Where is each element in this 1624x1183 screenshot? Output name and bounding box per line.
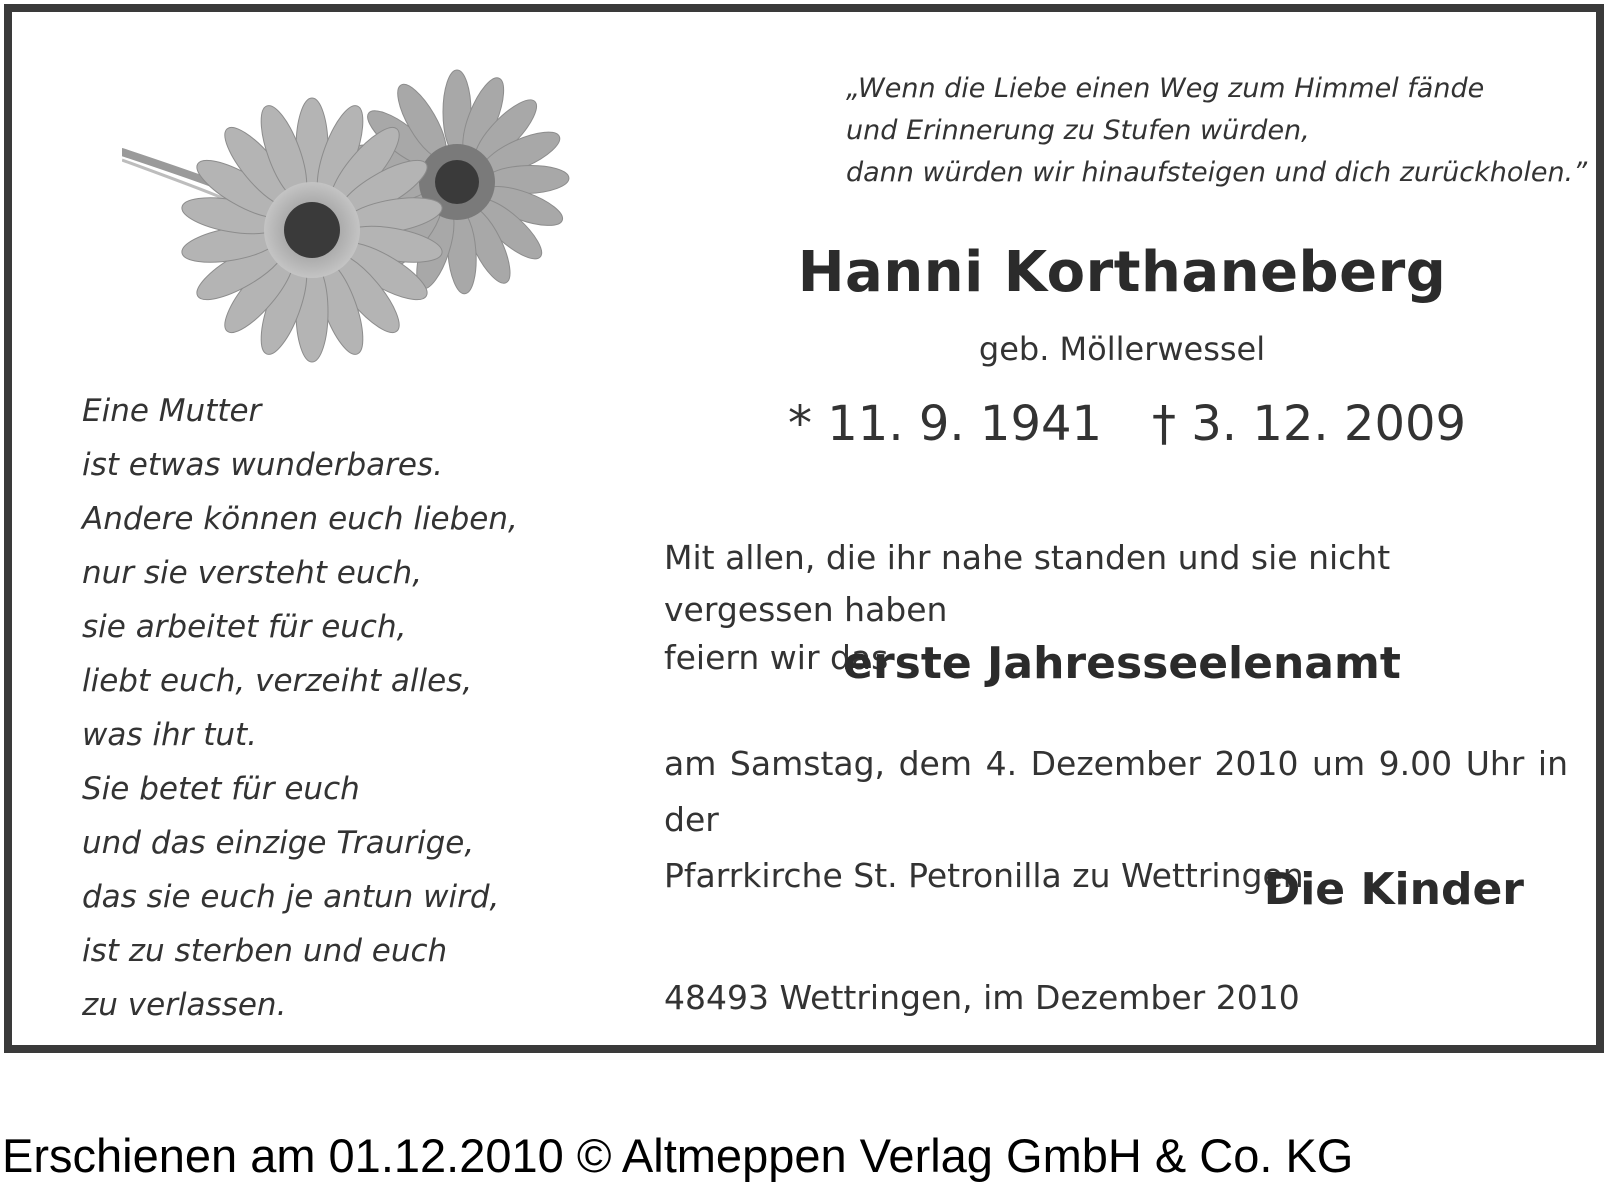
poem-line: zu verlassen. (82, 987, 287, 1023)
poem-line: sie arbeitet für euch, (82, 609, 407, 645)
poem-line: Andere können euch lieben, (82, 501, 518, 537)
poem-line: Eine Mutter (82, 393, 262, 429)
memorial-mass-title: erste Jahresseelenamt (843, 638, 1401, 689)
intro-line: feiern wir das (664, 638, 889, 677)
details-line: Pfarrkirche St. Petronilla zu Wettringen. (664, 856, 1315, 895)
poem-line: das sie euch je antun wird, (82, 879, 500, 915)
poem-line: und das einzige Traurige, (82, 825, 475, 861)
poem-line: liebt euch, verzeiht alles, (82, 663, 473, 699)
intro-line: Mit allen, die ihr nahe standen und sie nicht vergessen haben (664, 538, 1391, 629)
place-and-date: 48493 Wettringen, im Dezember 2010 (664, 978, 1300, 1017)
maiden-name: geb. Möllerwessel (978, 330, 1266, 368)
poem-line: ist zu sterben und euch (82, 933, 448, 969)
memorial-quote (846, 68, 1586, 194)
death-date: † 3. 12. 2009 (1152, 396, 1467, 452)
gerbera-flowers-image (122, 52, 602, 372)
poem-line: ist etwas wunderbares. (82, 447, 443, 483)
mother-poem (82, 384, 602, 1032)
signature: Die Kinder (1263, 864, 1524, 915)
deceased-name: Hanni Korthaneberg (797, 240, 1447, 305)
birth-date: * 11. 9. 1941 (788, 396, 1103, 452)
details-line: am Samstag, dem 4. Dezember 2010 um 9.00 Uhr in der (664, 744, 1568, 839)
quote-line: dann würden wir hinaufsteigen und dich zurückholen.” (846, 157, 1588, 188)
poem-line: was ihr tut. (82, 717, 258, 753)
publication-footer: Erschienen am 01.12.2010 © Altmeppen Verlag GmbH & Co. KG (2, 1129, 1354, 1182)
poem-line: Sie betet für euch (82, 771, 360, 807)
obituary-frame (4, 4, 1604, 1053)
quote-line: und Erinnerung zu Stufen würden, (846, 115, 1310, 146)
quote-line: „Wenn die Liebe einen Weg zum Himmel fände (846, 73, 1485, 104)
poem-line: nur sie versteht euch, (82, 555, 423, 591)
